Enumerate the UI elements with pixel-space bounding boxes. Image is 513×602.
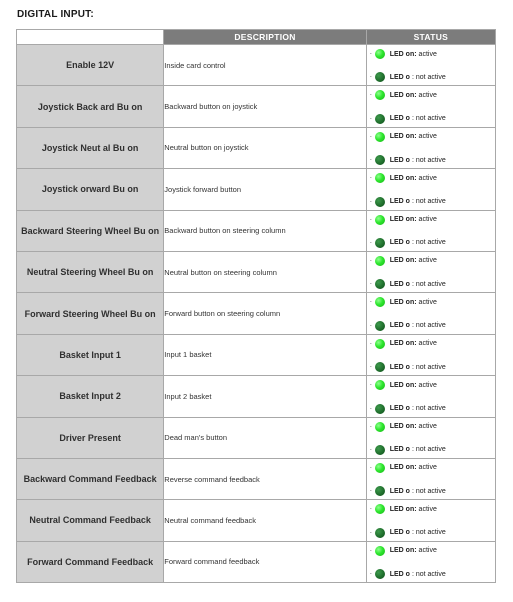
bullet-icon: - [369,506,372,513]
led-off-line [370,486,446,496]
led-on-label: LED on: [389,133,417,141]
led-off-text: : not active [411,487,446,495]
table-row [17,458,496,499]
led-off-text: : not active [411,73,446,81]
table-body [17,45,496,583]
table-row [17,293,496,334]
bullet-icon: - [369,340,372,347]
led-on-line [370,380,437,390]
header-description: DESCRIPTION [164,30,366,45]
input-name: Backward Command Feedback [17,458,164,499]
led-on-line [370,173,437,183]
led-off-label: LED o [389,570,410,578]
input-description: Forward command feedback [164,541,366,582]
status-cell [366,86,495,127]
table-row [17,86,496,127]
bullet-icon: - [369,281,372,288]
input-name: Backward Steering Wheel Bu on [17,210,164,251]
table-row [17,376,496,417]
led-on-text: active [418,174,437,182]
bullet-icon: - [369,423,372,430]
dark-green-led-icon [375,486,385,496]
input-name: Basket Input 1 [17,334,164,375]
led-on-label: LED on: [389,505,417,513]
table-row [17,45,496,86]
input-description: Input 1 basket [164,334,366,375]
input-description: Neutral button on steering column [164,251,366,292]
bullet-icon: - [369,74,372,81]
led-on-line [370,256,437,266]
status-cell [366,458,495,499]
green-led-icon [375,90,385,100]
dark-green-led-icon [375,72,385,82]
led-on-line [370,215,437,225]
dark-green-led-icon [375,321,385,331]
led-off-label: LED o [389,198,410,206]
input-description: Inside card control [164,45,366,86]
led-on-text: active [418,133,437,141]
bullet-icon: - [369,157,372,164]
led-off-label: LED o [389,446,410,454]
input-description: Dead man's button [164,417,366,458]
led-off-line [370,238,446,248]
bullet-icon: - [369,488,372,495]
green-led-icon [375,463,385,473]
bullet-icon: - [369,175,372,182]
led-off-line [370,404,446,414]
led-on-text: active [418,340,437,348]
led-on-line [370,297,437,307]
table-row [17,417,496,458]
dark-green-led-icon [375,569,385,579]
dark-green-led-icon [375,238,385,248]
led-off-text: : not active [411,446,446,454]
led-on-label: LED on: [389,423,417,431]
bullet-icon: - [369,547,372,554]
led-off-text: : not active [411,405,446,413]
status-cell [366,293,495,334]
led-off-label: LED o [389,405,410,413]
led-off-line [370,114,446,124]
led-off-line [370,445,446,455]
led-on-line [370,422,437,432]
bullet-icon: - [369,51,372,57]
table-row [17,500,496,541]
dark-green-led-icon [375,528,385,538]
dark-green-led-icon [375,114,385,124]
status-cell [366,210,495,251]
led-on-label: LED on: [389,50,417,58]
bullet-icon: - [369,257,372,264]
status-cell [366,500,495,541]
led-off-line [370,197,446,207]
dark-green-led-icon [375,362,385,372]
input-name: Neutral Command Feedback [17,500,164,541]
led-on-label: LED on: [389,464,417,472]
green-led-icon [375,380,385,390]
led-off-label: LED o [389,73,410,81]
table-row [17,169,496,210]
led-off-text: : not active [411,570,446,578]
input-description: Reverse command feedback [164,458,366,499]
led-off-text: : not active [411,115,446,123]
input-name: Joystick orward Bu on [17,169,164,210]
led-on-label: LED on: [389,547,417,555]
led-on-label: LED on: [389,257,417,265]
led-on-label: LED on: [389,174,417,182]
input-description: Forward button on steering column [164,293,366,334]
green-led-icon [375,132,385,142]
led-on-line [370,339,437,349]
green-led-icon [375,339,385,349]
bullet-icon: - [369,198,372,205]
led-on-label: LED on: [389,381,417,389]
led-on-label: LED on: [389,216,417,224]
led-on-text: active [418,216,437,224]
dark-green-led-icon [375,155,385,165]
green-led-icon [375,215,385,225]
header-status: STATUS [366,30,495,45]
table-row [17,251,496,292]
led-off-line [370,321,446,331]
led-on-text: active [418,464,437,472]
status-cell [366,334,495,375]
green-led-icon [375,422,385,432]
input-name: Enable 12V [17,45,164,86]
bullet-icon: - [369,322,372,329]
status-cell [366,376,495,417]
led-off-label: LED o [389,239,410,247]
green-led-icon [375,256,385,266]
bullet-icon: - [369,446,372,453]
led-on-text: active [418,505,437,513]
table-row [17,210,496,251]
led-off-line [370,72,446,82]
status-cell [366,127,495,168]
bullet-icon: - [369,405,372,412]
led-off-text: : not active [411,322,446,330]
led-on-text: active [418,381,437,389]
led-off-line [370,528,446,538]
status-cell [366,169,495,210]
green-led-icon [375,173,385,183]
header-blank-cell [17,30,164,45]
input-name: Basket Input 2 [17,376,164,417]
led-on-label: LED on: [389,340,417,348]
input-name: Forward Command Feedback [17,541,164,582]
led-off-label: LED o [389,115,410,123]
led-off-label: LED o [389,363,410,371]
green-led-icon [375,546,385,556]
led-on-text: active [418,423,437,431]
bullet-icon: - [369,464,372,471]
led-off-line [370,155,446,165]
led-off-text: : not active [411,239,446,247]
led-off-label: LED o [389,156,410,164]
input-description: Backward button on steering column [164,210,366,251]
led-on-text: active [418,257,437,265]
status-cell [366,541,495,582]
led-off-label: LED o [389,529,410,537]
dark-green-led-icon [375,197,385,207]
led-off-label: LED o [389,280,410,288]
led-off-text: : not active [411,529,446,537]
dark-green-led-icon [375,445,385,455]
led-on-line [370,546,437,556]
led-on-line [370,463,437,473]
led-on-text: active [418,298,437,306]
input-description: Input 2 basket [164,376,366,417]
status-cell [366,417,495,458]
led-on-label: LED on: [389,91,417,99]
led-on-text: active [418,50,437,58]
status-cell [366,251,495,292]
led-off-text: : not active [411,280,446,288]
led-off-text: : not active [411,363,446,371]
bullet-icon: - [369,529,372,536]
bullet-icon: - [369,133,372,140]
led-off-line [370,362,446,372]
green-led-icon [375,297,385,307]
input-name: Joystick Back ard Bu on [17,86,164,127]
input-description: Neutral button on joystick [164,127,366,168]
led-on-line [370,132,437,142]
input-name: Driver Present [17,417,164,458]
led-on-text: active [418,91,437,99]
table-row [17,334,496,375]
green-led-icon [375,49,385,59]
bullet-icon: - [369,115,372,122]
bullet-icon: - [369,92,372,99]
led-on-label: LED on: [389,298,417,306]
led-off-text: : not active [411,198,446,206]
bullet-icon: - [369,364,372,371]
digital-input-table [16,29,496,583]
input-name: Neutral Steering Wheel Bu on [17,251,164,292]
bullet-icon: - [369,239,372,246]
input-name: Forward Steering Wheel Bu on [17,293,164,334]
input-name: Joystick Neut al Bu on [17,127,164,168]
input-description: Backward button on joystick [164,86,366,127]
dark-green-led-icon [375,404,385,414]
dark-green-led-icon [375,279,385,289]
green-led-icon [375,504,385,514]
page-title: DIGITAL INPUT: [17,9,94,20]
input-description: Neutral command feedback [164,500,366,541]
table-row [17,127,496,168]
led-off-label: LED o [389,487,410,495]
table-row [17,541,496,582]
led-on-line [370,90,437,100]
bullet-icon: - [369,216,372,223]
bullet-icon: - [369,382,372,389]
led-on-line [370,504,437,514]
bullet-icon: - [369,571,372,578]
led-on-text: active [418,547,437,555]
input-description: Joystick forward button [164,169,366,210]
bullet-icon: - [369,299,372,306]
led-off-line [370,279,446,289]
table-header-row [17,30,496,45]
led-off-label: LED o [389,322,410,330]
status-cell [366,45,495,86]
led-off-text: : not active [411,156,446,164]
led-off-line [370,569,446,579]
led-on-line [370,49,437,59]
